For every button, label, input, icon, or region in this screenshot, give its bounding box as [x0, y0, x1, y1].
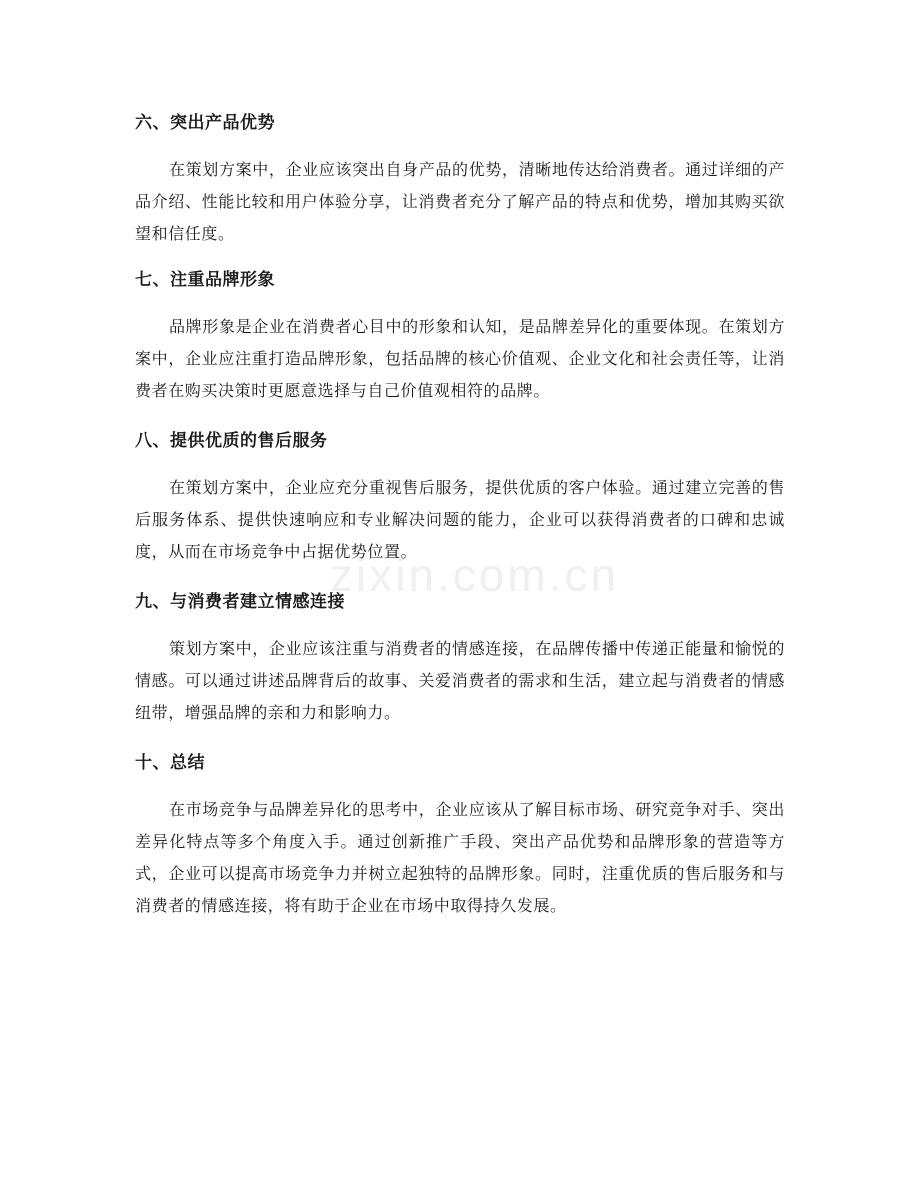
- section-brand-image: [135, 260, 785, 407]
- section-heading: 六、突出产品优势: [135, 113, 275, 133]
- section-paragraph: 在策划方案中，企业应充分重视售后服务，提供优质的客户体验。通过建立完善的售后服务体系、提供快速响应和专业解决问题的能力，企业可以获得消费者的口碑和忠诚度，从而在市场竞争中占据优势位置。: [135, 478, 785, 561]
- watermark: zixin.com.cn: [330, 549, 620, 601]
- section-paragraph: 策划方案中，企业应该注重与消费者的情感连接，在品牌传播中传递正能量和愉悦的情感。可以通过讲述品牌背后的故事、关爱消费者的需求和生活，建立起与消费者的情感纽带，增强品牌的亲和力和影响力。: [135, 639, 785, 722]
- section-heading: 七、注重品牌形象: [135, 270, 275, 290]
- section-emotional-connection: [135, 582, 785, 729]
- section-highlight-product-advantages: [135, 103, 785, 250]
- document-body: [135, 103, 785, 936]
- section-heading: 十、总结: [135, 753, 205, 773]
- section-paragraph: 在市场竞争与品牌差异化的思考中，企业应该从了解目标市场、研究竞争对手、突出差异化特点等多个角度入手。通过创新推广手段、突出产品优势和品牌形象的营造等方式，企业可以提高市场竞争力并树立起独特的品牌形象。同时，注重优质的售后服务和与消费者的情感连接，将有助于企业在市场中取得持久发展。: [135, 800, 785, 915]
- section-paragraph: 品牌形象是企业在消费者心目中的形象和认知，是品牌差异化的重要体现。在策划方案中，企业应注重打造品牌形象，包括品牌的核心价值观、企业文化和社会责任等，让消费者在购买决策时更愿意选择与自己价值观相符的品牌。: [135, 317, 785, 400]
- section-heading: 九、与消费者建立情感连接: [135, 592, 345, 612]
- section-paragraph: 在策划方案中，企业应该突出自身产品的优势，清晰地传达给消费者。通过详细的产品介绍、性能比较和用户体验分享，让消费者充分了解产品的特点和优势，增加其购买欲望和信任度。: [135, 160, 785, 243]
- section-after-sales-service: [135, 421, 785, 568]
- section-heading: 八、提供优质的售后服务: [135, 431, 328, 451]
- section-summary: [135, 743, 785, 922]
